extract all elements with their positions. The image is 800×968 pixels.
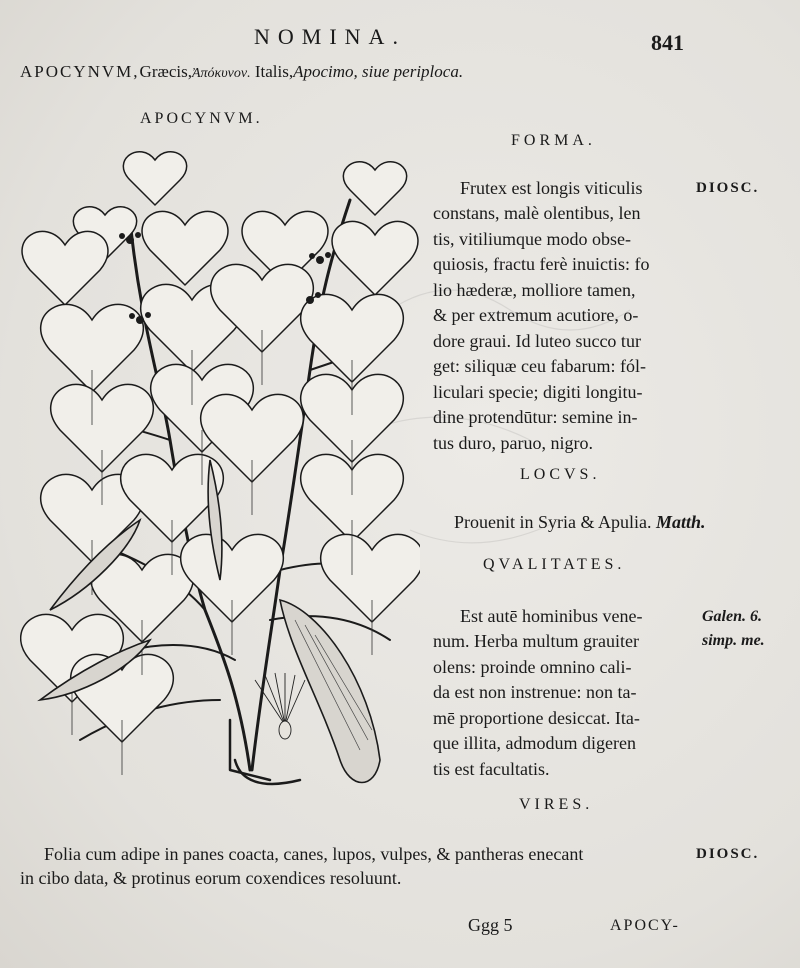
forma-line-1: Frutex est longis viticulis <box>460 178 643 198</box>
page-number: 841 <box>651 30 684 55</box>
forma-line-8: get: siliquæ ceu fabarum: fól- <box>433 356 646 376</box>
plant-woodcut-illustration <box>20 140 420 800</box>
qualitates-margin-note-1: Galen. 6. <box>702 608 762 625</box>
vires-margin-note: DIOSC. <box>696 846 760 862</box>
vires-title: VIRES. <box>519 796 594 813</box>
forma-title: FORMA. <box>511 132 596 149</box>
signature-mark: Ggg 5 <box>468 915 513 935</box>
catchword: APOCY- <box>610 917 680 934</box>
qualitates-title: QVALITATES. <box>483 556 626 573</box>
qualitates-line-3: olens: proinde omnino cali- <box>433 657 632 677</box>
forma-line-2: constans, malè olentibus, len <box>433 203 641 223</box>
running-title: NOMINA. <box>254 24 406 49</box>
qualitates-line-5: mē proportione desiccat. Ita- <box>433 708 640 728</box>
qualitates-line-1: Est autē hominibus vene- <box>460 606 643 626</box>
forma-line-5: lio hæderæ, molliore tamen, <box>433 280 636 300</box>
forma-line-9: liculari specie; digiti longitu- <box>433 382 643 402</box>
qualitates-line-4: da est non instrenue: non ta- <box>433 682 637 702</box>
qualitates-line-6: que illita, admodum digeren <box>433 733 636 753</box>
forma-line-6: & per extremum acutiore, o- <box>433 305 639 325</box>
forma-line-10: dine protendūtur: semine in- <box>433 407 638 427</box>
locus-text <box>454 510 706 536</box>
vires-line-1: Folia cum adipe in panes coacta, canes, lupos, vulpes, & pantheras enecant <box>44 844 584 864</box>
forma-margin-note: DIOSC. <box>696 180 760 196</box>
names-line <box>20 62 463 82</box>
qualitates-line-7: tis est facultatis. <box>433 759 550 779</box>
forma-line-11: tus duro, paruo, nigro. <box>433 433 593 453</box>
italis-label: Italis, <box>254 62 294 81</box>
forma-line-7: dore graui. Id luteo succo tur <box>433 331 641 351</box>
locus-title: LOCVS. <box>520 466 601 483</box>
locus-reference: Matth. <box>656 512 706 532</box>
locus-place: Prouenit in Syria & Apulia. <box>454 512 652 532</box>
forma-line-4: quiosis, fractu ferè inuictis: fo <box>433 254 650 274</box>
forma-line-3: tis, vitiliumque modo obse- <box>433 229 631 249</box>
qualitates-line-2: num. Herba multum grauiter <box>433 631 639 651</box>
qualitates-margin-note-2: simp. me. <box>702 632 765 649</box>
figure-caption: APOCYNVM. <box>140 110 263 127</box>
greek-name: Ἀπόκυνον. <box>191 66 251 81</box>
graecis-label: Græcis, <box>139 62 192 81</box>
italian-name: Apocimo, siue periploca. <box>293 62 464 81</box>
plant-name: APOCYNVM, <box>20 62 140 81</box>
vires-line-2: in cibo data, & protinus eorum coxendices resoluunt. <box>20 868 402 888</box>
